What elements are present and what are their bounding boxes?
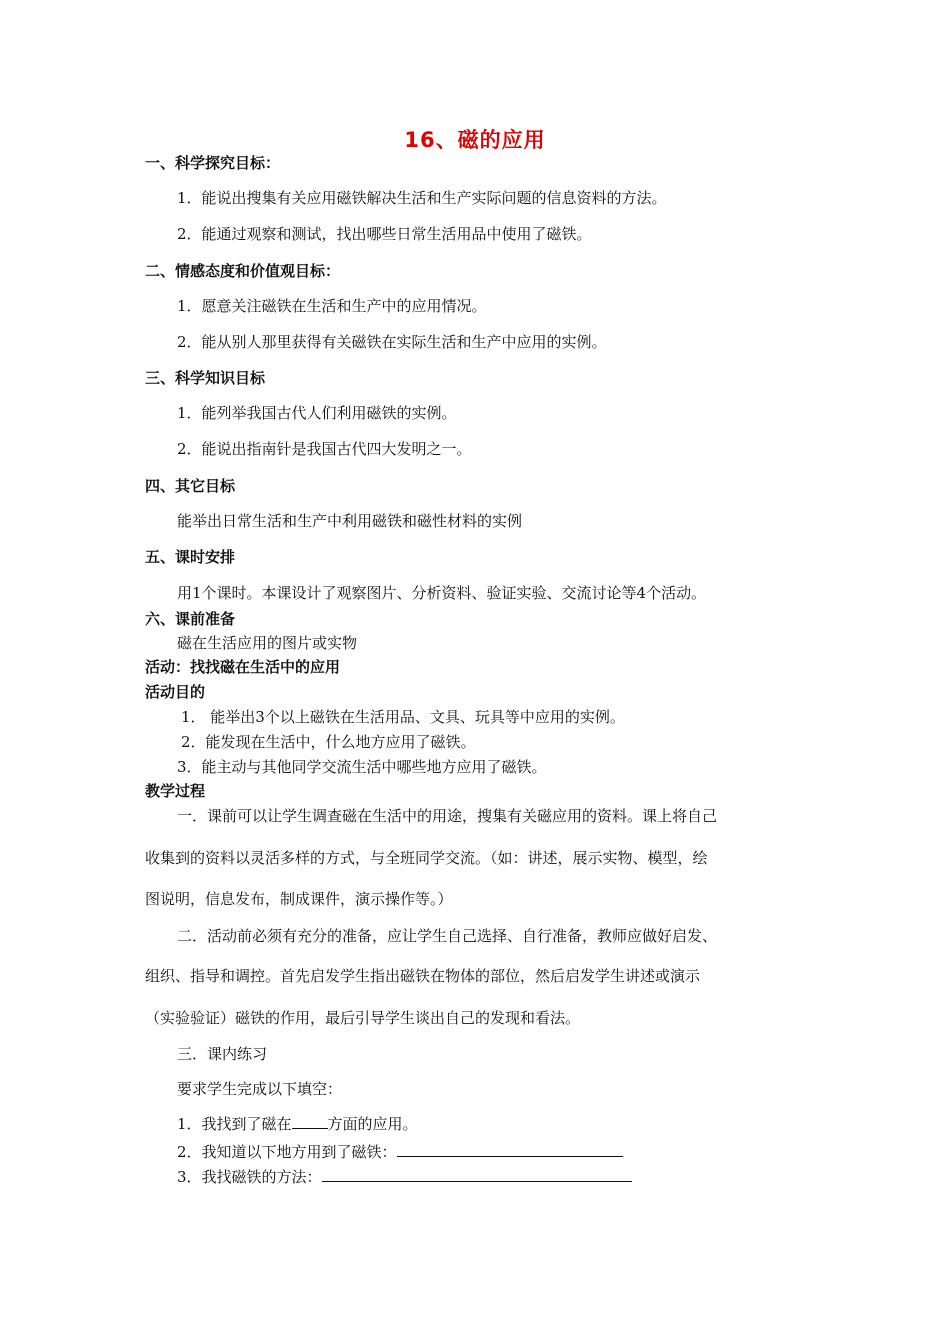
section-6-text: 磁在生活应用的图片或实物: [177, 634, 358, 652]
section-heading-5: 五、课时安排: [145, 548, 236, 566]
fill-in-item-2: [177, 1141, 623, 1162]
process-paragraph-4: 要求学生完成以下填空：: [177, 1080, 343, 1098]
activity-goal-2: 2．能发现在生活中，什么地方应用了磁铁。: [181, 733, 476, 751]
activity-goal-3: 3．能主动与其他同学交流生活中哪些地方应用了磁铁。: [177, 758, 547, 776]
process-heading: 教学过程: [145, 782, 206, 800]
section-heading-6: 六、课前准备: [145, 610, 236, 628]
fill-in-blank-1[interactable]: [292, 1113, 328, 1129]
process-paragraph-2-line-3: （实验验证）磁铁的作用，最后引导学生谈出自己的发现和看法。: [145, 1009, 581, 1027]
section-1-item-2: 2．能通过观察和测试，找出哪些日常生活用品中使用了磁铁。: [177, 225, 592, 243]
section-5-text: 用1个课时。本课设计了观察图片、分析资料、验证实验、交流讨论等4个活动。: [177, 584, 707, 602]
process-paragraph-1-line-2: 收集到的资料以灵活多样的方式，与全班同学交流。（如：讲述，展示实物、模型，绘: [145, 849, 708, 867]
section-2-item-2: 2．能从别人那里获得有关磁铁在实际生活和生产中应用的实例。: [177, 333, 607, 351]
process-paragraph-3: 三．课内练习: [177, 1045, 268, 1063]
section-heading-1: 一、科学探究目标：: [145, 154, 281, 172]
process-paragraph-2-line-2: 组织、指导和调控。首先启发学生指出磁铁在物体的部位，然后启发学生讲述或演示: [145, 967, 701, 985]
section-2-item-1: 1．愿意关注磁铁在生活和生产中的应用情况。: [177, 297, 487, 315]
fill-in-item-3-prefix: 3．我找磁铁的方法：: [177, 1168, 322, 1186]
fill-in-item-2-prefix: 2．我知道以下地方用到了磁铁：: [177, 1143, 397, 1161]
process-paragraph-2-line-1: 二．活动前必须有充分的准备，应让学生自己选择、自行准备，教师应做好启发、: [177, 927, 718, 945]
section-heading-4: 四、其它目标: [145, 477, 236, 495]
section-3-item-2: 2．能说出指南针是我国古代四大发明之一。: [177, 440, 472, 458]
section-heading-2: 二、情感态度和价值观目标：: [145, 262, 341, 280]
activity-goal-heading: 活动目的: [145, 683, 206, 701]
process-paragraph-1-line-3: 图说明，信息发布，制成课件，演示操作等。）: [145, 890, 453, 908]
activity-heading: 活动：找找磁在生活中的应用: [145, 658, 341, 676]
fill-in-item-1-prefix: 1．我找到了磁在: [177, 1115, 292, 1133]
section-1-item-1: 1．能说出搜集有关应用磁铁解决生活和生产实际问题的信息资料的方法。: [177, 189, 667, 207]
fill-in-item-3: [177, 1166, 632, 1187]
fill-in-blank-3[interactable]: [322, 1166, 632, 1182]
fill-in-blank-2[interactable]: [397, 1141, 623, 1157]
activity-goal-1: 1． 能举出3个以上磁铁在生活用品、文具、玩具等中应用的实例。: [181, 708, 625, 726]
process-paragraph-1-line-1: 一．课前可以让学生调查磁在生活中的用途，搜集有关磁应用的资料。课上将自己: [177, 807, 718, 825]
section-4-text: 能举出日常生活和生产中利用磁铁和磁性材料的实例: [177, 512, 523, 530]
section-3-item-1: 1．能列举我国古代人们利用磁铁的实例。: [177, 404, 457, 422]
fill-in-item-1-suffix: 方面的应用。: [327, 1115, 418, 1133]
section-heading-3: 三、科学知识目标: [145, 369, 266, 387]
fill-in-item-1: [177, 1113, 418, 1134]
document-title: 16、磁的应用: [404, 128, 546, 152]
